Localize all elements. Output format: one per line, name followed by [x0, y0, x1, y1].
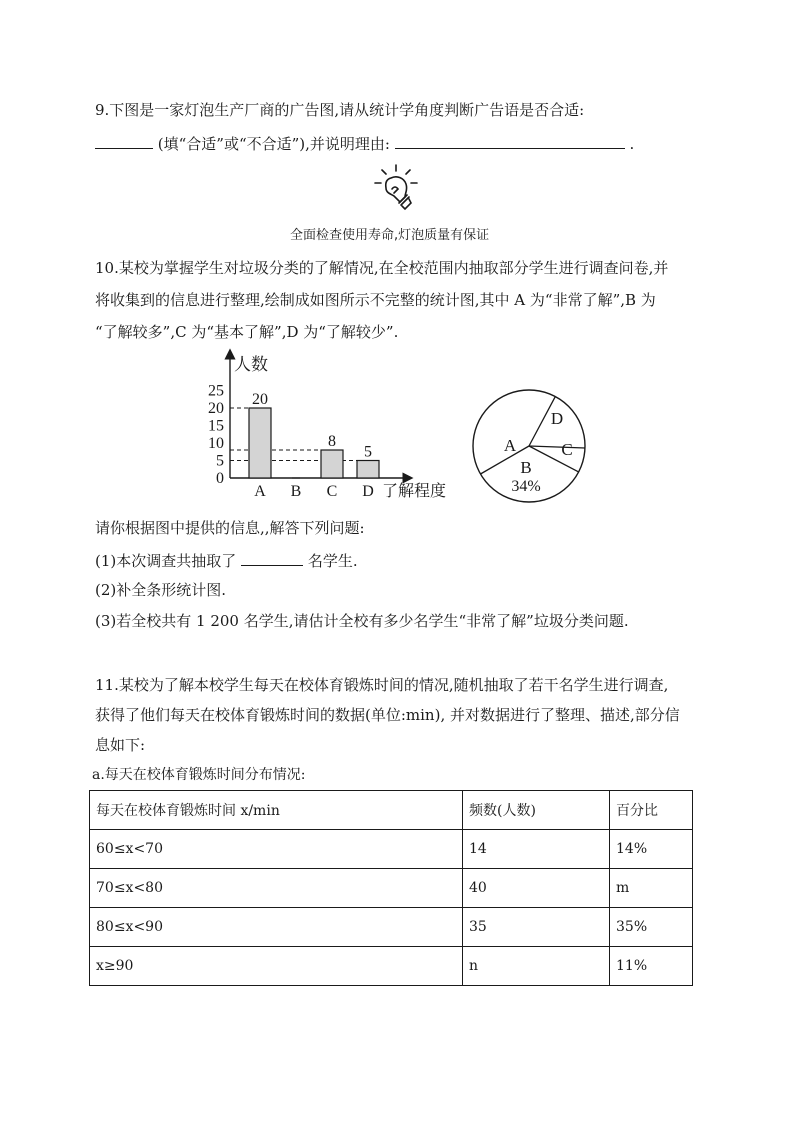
- table-cell: n: [463, 947, 610, 986]
- table-cell: 35%: [610, 908, 693, 947]
- x-tick-label: B: [290, 483, 302, 500]
- table-cell: m: [610, 869, 693, 908]
- y-tick-label: 0: [216, 470, 224, 487]
- pie-slice-label: A: [503, 436, 517, 455]
- y-axis-label: 人数: [234, 355, 268, 374]
- q11-sub-a: a.每天在校体育锻炼时间分布情况:: [92, 767, 306, 783]
- table-row: [90, 908, 693, 947]
- y-tick-label: 25: [208, 382, 224, 400]
- q10-sub1-blank[interactable]: [241, 549, 303, 566]
- table-cell: 60≤x<70: [90, 830, 463, 869]
- x-tick-label: D: [362, 483, 374, 500]
- bar: [249, 408, 271, 478]
- table-cell: x≥90: [90, 947, 463, 986]
- q10-sub3: (3)若全校共有 1 200 名学生,请估计全校有多少名学生“非常了解”垃圾分类问题.: [95, 612, 629, 630]
- y-tick-label: 15: [208, 417, 224, 435]
- pie-chart: [468, 388, 592, 504]
- table-cell: 11%: [610, 947, 693, 986]
- x-tick-label: A: [254, 483, 266, 500]
- q10-sub1-prefix: (1)本次调查共抽取了: [95, 552, 237, 570]
- x-tick-label: C: [326, 483, 338, 500]
- frequency-table: [89, 790, 693, 986]
- y-tick-label: 10: [208, 435, 224, 452]
- q10-intro: 请你根据图中提供的信息,,解答下列问题:: [95, 519, 365, 537]
- table-row: [90, 947, 693, 986]
- pie-slice-label: B: [520, 458, 532, 477]
- table-row: [90, 869, 693, 908]
- q9-line1: 9.下图是一家灯泡生产厂商的广告图,请从统计学角度判断广告语是否合适:: [95, 101, 585, 119]
- table-cell: 40: [463, 869, 610, 908]
- table-header-row: [90, 791, 693, 830]
- table-cell: 35: [463, 908, 610, 947]
- table-cell: 80≤x<90: [90, 908, 463, 947]
- table-cell: 14: [463, 830, 610, 869]
- q9-reason-blank[interactable]: [395, 132, 625, 149]
- bar: [357, 461, 379, 479]
- table-row: [90, 830, 693, 869]
- q11-line3: 息如下:: [95, 736, 146, 754]
- q10-sub1: [95, 549, 358, 571]
- table-header-cell: 百分比: [610, 791, 693, 830]
- pie-slice-label: D: [550, 409, 564, 428]
- q9-answer-blank[interactable]: [95, 132, 153, 149]
- pie-slice-border: [529, 446, 585, 448]
- q10-sub1-suffix: 名学生.: [307, 552, 358, 570]
- table-cell: 14%: [610, 830, 693, 869]
- y-tick-label: 5: [216, 452, 224, 470]
- q9-ad-caption: 全面检查使用寿命,灯泡质量有保证: [290, 228, 490, 243]
- q9-fill-hint: (填“合适”或“不合适”),并说明理由:: [157, 135, 390, 153]
- q10-line1: 10.某校为掌握学生对垃圾分类的了解情况,在全校范围内抽取部分学生进行调查问卷,并: [95, 259, 669, 277]
- bar-value-label: 8: [328, 433, 336, 450]
- bar: [321, 450, 343, 478]
- q11-line1: 11.某校为了解本校学生每天在校体育锻炼时间的情况,随机抽取了若干名学生进行调查,: [95, 676, 669, 694]
- q10-line2: 将收集到的信息进行整理,绘制成如图所示不完整的统计图,其中 A 为“非常了解”,B 为: [95, 291, 656, 309]
- bar-value-label: 5: [364, 443, 372, 461]
- q10-line3: “了解较多”,C 为“基本了解”,D 为“了解较少”.: [95, 323, 399, 341]
- pie-slice-label: C: [561, 440, 573, 459]
- q10-sub2: (2)补全条形统计图.: [95, 581, 227, 599]
- pie-percent-label: 34%: [511, 478, 541, 495]
- table-header-cell: 频数(人数): [463, 791, 610, 830]
- lightbulb-icon: [372, 162, 422, 214]
- table-cell: 70≤x<80: [90, 869, 463, 908]
- y-tick-label: 20: [208, 400, 224, 417]
- q9-line2: [95, 132, 634, 154]
- x-axis-label: 了解程度: [382, 483, 447, 500]
- q9-end-mark: .: [629, 135, 635, 153]
- bar-value-label: 20: [252, 391, 268, 408]
- bar-chart: [190, 348, 460, 506]
- table-header-cell: 每天在校体育锻炼时间 x/min: [90, 791, 463, 830]
- q11-line2: 获得了他们每天在校体育锻炼时间的数据(单位:min), 并对数据进行了整理、描述,部分信: [95, 706, 680, 724]
